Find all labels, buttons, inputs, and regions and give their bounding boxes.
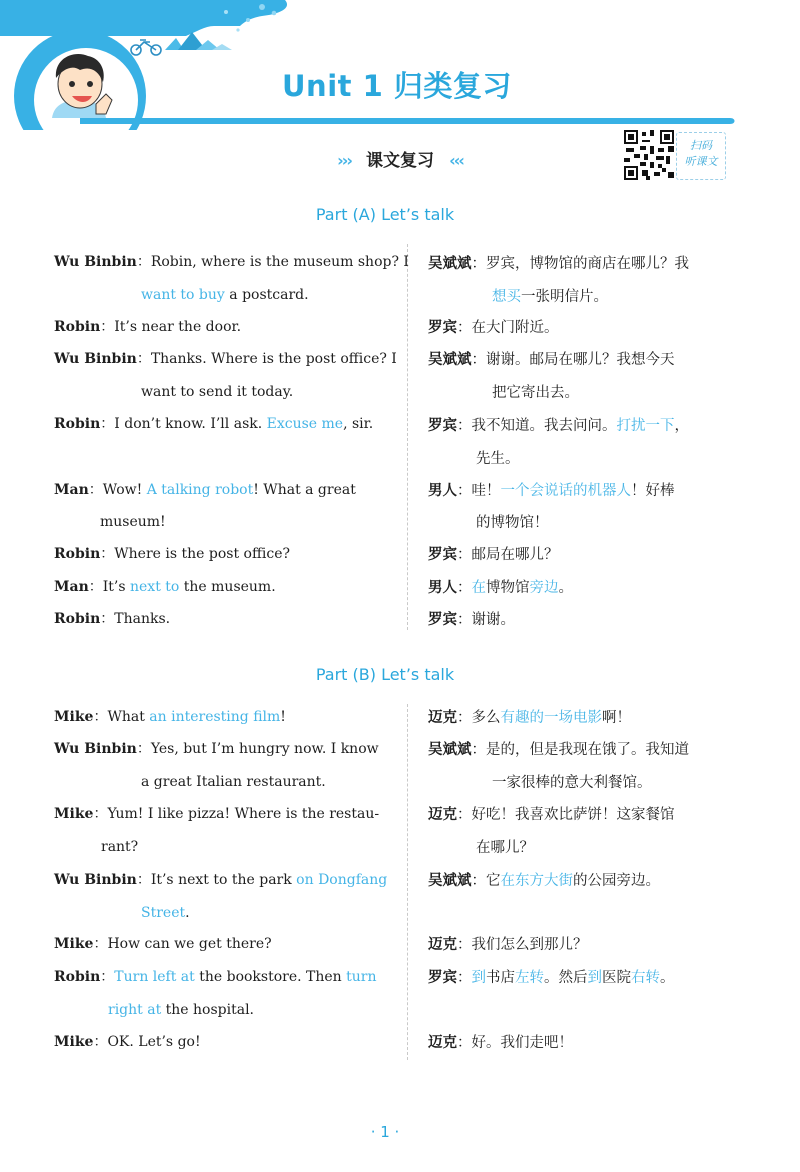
section-title: 课文复习 <box>366 151 434 171</box>
dialogue-line-cont: 在哪儿？ <box>476 840 534 856</box>
dialogue-line: Mike：Yum! I like pizza! Where is the restau- <box>54 806 380 822</box>
chevron-left-icon: ‹‹‹ <box>449 151 463 170</box>
dialogue-line-cont: a great Italian restaurant. <box>141 774 326 790</box>
dialogue-line: 迈克：好。我们走吧！ <box>428 1035 573 1051</box>
dialogue-line: 迈克：多么有趣的一场电影啊！ <box>428 710 631 726</box>
dialogue-line: 吴斌斌：谢谢。邮局在哪儿？我想今天 <box>428 352 675 368</box>
column-divider <box>407 244 408 630</box>
dialogue-line-cont: museum! <box>100 514 166 530</box>
dialogue-line: Robin：I don’t know. I’ll ask. Excuse me, sir. <box>54 416 374 432</box>
page-number: · 1 · <box>370 1123 400 1141</box>
dialogue-line: Mike：What an interesting film! <box>54 709 286 725</box>
dialogue-line: 罗宾：谢谢。 <box>428 612 515 628</box>
column-divider <box>407 704 408 1060</box>
part-b-title: Part (B) Let’s talk <box>315 665 455 684</box>
scan-label-line2: 听课文 <box>684 155 718 168</box>
dialogue-line: 罗宾：邮局在哪儿？ <box>428 547 559 563</box>
dialogue-line-cont: 一家很棒的意大利餐馆。 <box>492 775 652 791</box>
dialogue-line: Wu Binbin：Yes, but I’m hungry now. I know <box>54 741 379 757</box>
dialogue-line: Wu Binbin：Robin, where is the museum shop? I <box>54 254 409 270</box>
dialogue-line-cont: 把它寄出去。 <box>492 385 579 401</box>
dialogue-line-cont: right at the hospital. <box>108 1002 255 1018</box>
scan-label <box>676 132 726 180</box>
dialogue-line: 男人：在博物馆旁边。 <box>428 580 573 596</box>
dialogue-line-cont: Street. <box>141 905 190 921</box>
dialogue-line: 吴斌斌：罗宾，博物馆的商店在哪儿？我 <box>428 256 689 272</box>
chevron-right-icon: ››› <box>337 151 351 170</box>
dialogue-line: 吴斌斌：它在东方大街的公园旁边。 <box>428 873 660 889</box>
scan-label-line1: 扫码 <box>690 139 712 152</box>
dialogue-line: Wu Binbin：Thanks. Where is the post office? I <box>54 351 397 367</box>
dialogue-line: Robin：Where is the post office? <box>54 546 291 562</box>
dialogue-line: Mike：OK. Let’s go! <box>54 1034 201 1050</box>
part-a-title: Part (A) Let’s talk <box>315 205 455 224</box>
bicycle-icon <box>131 40 161 55</box>
dialogue-line: Robin：It’s near the door. <box>54 319 242 335</box>
dialogue-line-cont: rant? <box>101 839 139 855</box>
dialogue-line-cont: want to buy a postcard. <box>141 287 309 303</box>
dialogue-line: 迈克：好吃！我喜欢比萨饼！这家餐馆 <box>428 807 675 823</box>
dialogue-line-cont: want to send it today. <box>141 384 294 400</box>
dialogue-line-cont: 先生。 <box>476 451 520 467</box>
dialogue-line: Robin：Thanks. <box>54 611 171 627</box>
dialogue-line: Man：It’s next to the museum. <box>54 579 276 595</box>
dialogue-line-cont: 的博物馆！ <box>476 515 549 531</box>
unit-title: Unit 1 归类复习 <box>282 69 512 103</box>
dialogue-line: 男人：哇！一个会说话的机器人！好棒 <box>428 483 675 499</box>
dialogue-line: Mike：How can we get there? <box>54 936 272 952</box>
qr-code-icon[interactable] <box>624 130 674 180</box>
dialogue-line: 罗宾：我不知道。我去问问。打扰一下， <box>428 418 689 434</box>
dialogue-line: 罗宾：在大门附近。 <box>428 320 559 336</box>
dialogue-line: Robin：Turn left at the bookstore. Then turn <box>54 969 377 985</box>
dialogue-line-cont: 想买一张明信片。 <box>492 289 608 305</box>
dialogue-line: 罗宾：到书店左转。然后到医院右转。 <box>428 970 675 986</box>
dialogue-line: 迈克：我们怎么到那儿？ <box>428 937 588 953</box>
dialogue-line: 吴斌斌：是的，但是我现在饿了。我知道 <box>428 742 689 758</box>
dialogue-line: Wu Binbin：It’s next to the park on Dongfang <box>54 872 388 888</box>
dialogue-line: Man：Wow! A talking robot! What a great <box>54 482 356 498</box>
